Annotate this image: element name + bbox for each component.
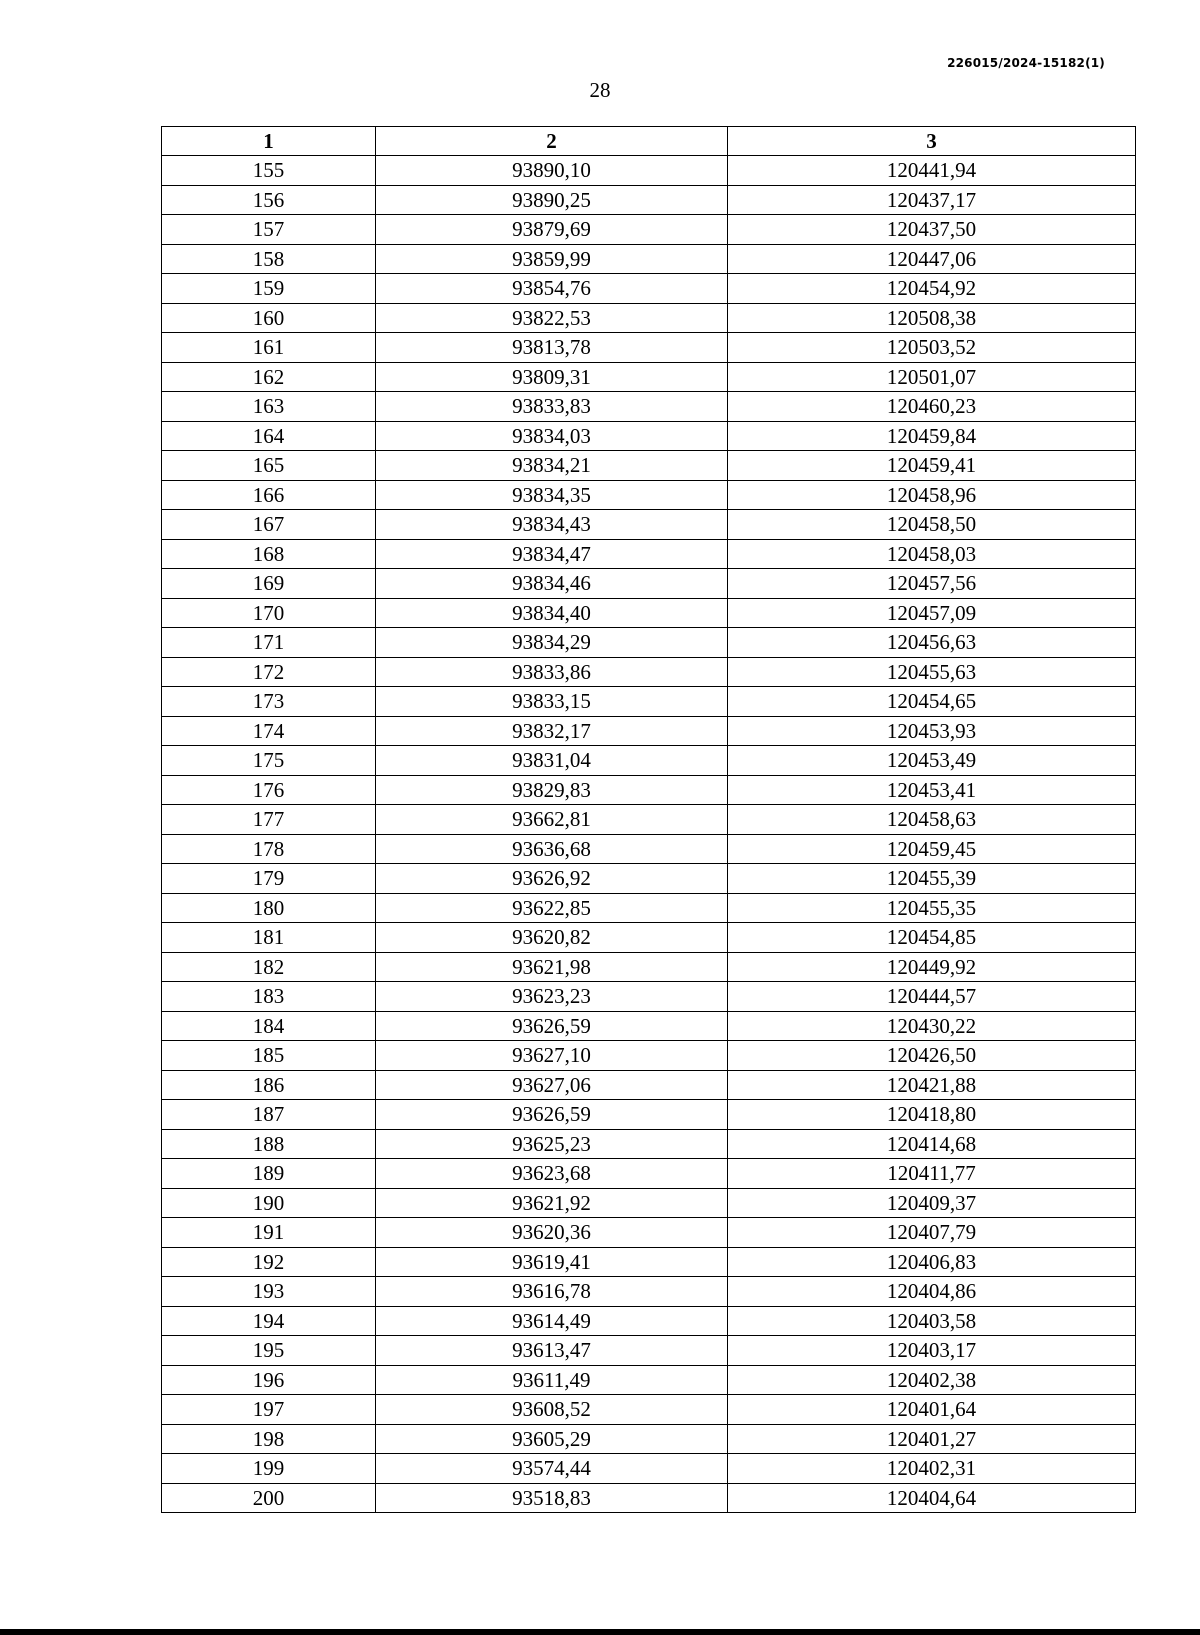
point-number-cell: 164 bbox=[162, 421, 376, 451]
table-row bbox=[162, 1129, 1136, 1159]
y-coordinate-cell: 120418,80 bbox=[728, 1100, 1136, 1130]
point-number-cell: 193 bbox=[162, 1277, 376, 1307]
table-row bbox=[162, 716, 1136, 746]
x-coordinate-cell: 93626,59 bbox=[376, 1011, 728, 1041]
x-coordinate-cell: 93627,06 bbox=[376, 1070, 728, 1100]
point-number-cell: 183 bbox=[162, 982, 376, 1012]
x-coordinate-cell: 93890,25 bbox=[376, 185, 728, 215]
y-coordinate-cell: 120444,57 bbox=[728, 982, 1136, 1012]
point-number-cell: 170 bbox=[162, 598, 376, 628]
table-row bbox=[162, 333, 1136, 363]
point-number-cell: 172 bbox=[162, 657, 376, 687]
y-coordinate-cell: 120458,63 bbox=[728, 805, 1136, 835]
table-row bbox=[162, 952, 1136, 982]
table-row bbox=[162, 156, 1136, 186]
x-coordinate-cell: 93833,15 bbox=[376, 687, 728, 717]
point-number-cell: 156 bbox=[162, 185, 376, 215]
point-number-cell: 165 bbox=[162, 451, 376, 481]
point-number-cell: 200 bbox=[162, 1483, 376, 1513]
x-coordinate-cell: 93662,81 bbox=[376, 805, 728, 835]
x-coordinate-cell: 93834,29 bbox=[376, 628, 728, 658]
point-number-cell: 175 bbox=[162, 746, 376, 776]
y-coordinate-cell: 120458,03 bbox=[728, 539, 1136, 569]
point-number-cell: 177 bbox=[162, 805, 376, 835]
y-coordinate-cell: 120460,23 bbox=[728, 392, 1136, 422]
table-row bbox=[162, 1070, 1136, 1100]
y-coordinate-cell: 120508,38 bbox=[728, 303, 1136, 333]
point-number-cell: 167 bbox=[162, 510, 376, 540]
y-coordinate-cell: 120407,79 bbox=[728, 1218, 1136, 1248]
table-row bbox=[162, 1365, 1136, 1395]
y-coordinate-cell: 120453,49 bbox=[728, 746, 1136, 776]
x-coordinate-cell: 93619,41 bbox=[376, 1247, 728, 1277]
x-coordinate-cell: 93854,76 bbox=[376, 274, 728, 304]
point-number-cell: 162 bbox=[162, 362, 376, 392]
x-coordinate-cell: 93833,83 bbox=[376, 392, 728, 422]
y-coordinate-cell: 120447,06 bbox=[728, 244, 1136, 274]
x-coordinate-cell: 93626,59 bbox=[376, 1100, 728, 1130]
x-coordinate-cell: 93608,52 bbox=[376, 1395, 728, 1425]
point-number-cell: 166 bbox=[162, 480, 376, 510]
column-header-3: 3 bbox=[728, 127, 1136, 156]
x-coordinate-cell: 93813,78 bbox=[376, 333, 728, 363]
x-coordinate-cell: 93829,83 bbox=[376, 775, 728, 805]
column-header-1: 1 bbox=[162, 127, 376, 156]
x-coordinate-cell: 93623,68 bbox=[376, 1159, 728, 1189]
y-coordinate-cell: 120457,56 bbox=[728, 569, 1136, 599]
point-number-cell: 188 bbox=[162, 1129, 376, 1159]
y-coordinate-cell: 120411,77 bbox=[728, 1159, 1136, 1189]
table-row bbox=[162, 1454, 1136, 1484]
table-row bbox=[162, 451, 1136, 481]
table-row bbox=[162, 1218, 1136, 1248]
y-coordinate-cell: 120501,07 bbox=[728, 362, 1136, 392]
point-number-cell: 178 bbox=[162, 834, 376, 864]
y-coordinate-cell: 120453,93 bbox=[728, 716, 1136, 746]
y-coordinate-cell: 120403,17 bbox=[728, 1336, 1136, 1366]
y-coordinate-cell: 120441,94 bbox=[728, 156, 1136, 186]
table-row bbox=[162, 805, 1136, 835]
point-number-cell: 198 bbox=[162, 1424, 376, 1454]
x-coordinate-cell: 93822,53 bbox=[376, 303, 728, 333]
table-row bbox=[162, 1247, 1136, 1277]
point-number-cell: 171 bbox=[162, 628, 376, 658]
table-row bbox=[162, 775, 1136, 805]
table-row bbox=[162, 421, 1136, 451]
point-number-cell: 186 bbox=[162, 1070, 376, 1100]
y-coordinate-cell: 120402,31 bbox=[728, 1454, 1136, 1484]
y-coordinate-cell: 120426,50 bbox=[728, 1041, 1136, 1071]
table-row bbox=[162, 215, 1136, 245]
point-number-cell: 184 bbox=[162, 1011, 376, 1041]
y-coordinate-cell: 120455,35 bbox=[728, 893, 1136, 923]
y-coordinate-cell: 120454,92 bbox=[728, 274, 1136, 304]
point-number-cell: 191 bbox=[162, 1218, 376, 1248]
point-number-cell: 179 bbox=[162, 864, 376, 894]
point-number-cell: 163 bbox=[162, 392, 376, 422]
table-row bbox=[162, 362, 1136, 392]
y-coordinate-cell: 120404,86 bbox=[728, 1277, 1136, 1307]
point-number-cell: 157 bbox=[162, 215, 376, 245]
table-row bbox=[162, 510, 1136, 540]
x-coordinate-cell: 93620,36 bbox=[376, 1218, 728, 1248]
table-row bbox=[162, 834, 1136, 864]
table-row bbox=[162, 1011, 1136, 1041]
y-coordinate-cell: 120414,68 bbox=[728, 1129, 1136, 1159]
point-number-cell: 160 bbox=[162, 303, 376, 333]
point-number-cell: 168 bbox=[162, 539, 376, 569]
y-coordinate-cell: 120409,37 bbox=[728, 1188, 1136, 1218]
point-number-cell: 189 bbox=[162, 1159, 376, 1189]
point-number-cell: 161 bbox=[162, 333, 376, 363]
x-coordinate-cell: 93622,85 bbox=[376, 893, 728, 923]
table-row bbox=[162, 1159, 1136, 1189]
x-coordinate-cell: 93636,68 bbox=[376, 834, 728, 864]
x-coordinate-cell: 93859,99 bbox=[376, 244, 728, 274]
x-coordinate-cell: 93834,21 bbox=[376, 451, 728, 481]
y-coordinate-cell: 120459,41 bbox=[728, 451, 1136, 481]
table-row bbox=[162, 864, 1136, 894]
x-coordinate-cell: 93621,92 bbox=[376, 1188, 728, 1218]
table-row bbox=[162, 392, 1136, 422]
x-coordinate-cell: 93832,17 bbox=[376, 716, 728, 746]
table-row bbox=[162, 539, 1136, 569]
x-coordinate-cell: 93626,92 bbox=[376, 864, 728, 894]
x-coordinate-cell: 93834,43 bbox=[376, 510, 728, 540]
table-row bbox=[162, 1336, 1136, 1366]
table-row bbox=[162, 746, 1136, 776]
y-coordinate-cell: 120404,64 bbox=[728, 1483, 1136, 1513]
table-row bbox=[162, 893, 1136, 923]
x-coordinate-cell: 93834,46 bbox=[376, 569, 728, 599]
y-coordinate-cell: 120454,65 bbox=[728, 687, 1136, 717]
x-coordinate-cell: 93518,83 bbox=[376, 1483, 728, 1513]
y-coordinate-cell: 120430,22 bbox=[728, 1011, 1136, 1041]
x-coordinate-cell: 93616,78 bbox=[376, 1277, 728, 1307]
x-coordinate-cell: 93621,98 bbox=[376, 952, 728, 982]
x-coordinate-cell: 93611,49 bbox=[376, 1365, 728, 1395]
x-coordinate-cell: 93574,44 bbox=[376, 1454, 728, 1484]
table-row bbox=[162, 687, 1136, 717]
point-number-cell: 196 bbox=[162, 1365, 376, 1395]
x-coordinate-cell: 93879,69 bbox=[376, 215, 728, 245]
y-coordinate-cell: 120401,64 bbox=[728, 1395, 1136, 1425]
table-row bbox=[162, 1395, 1136, 1425]
table-row bbox=[162, 480, 1136, 510]
x-coordinate-cell: 93623,23 bbox=[376, 982, 728, 1012]
x-coordinate-cell: 93620,82 bbox=[376, 923, 728, 953]
point-number-cell: 195 bbox=[162, 1336, 376, 1366]
y-coordinate-cell: 120401,27 bbox=[728, 1424, 1136, 1454]
table-row bbox=[162, 569, 1136, 599]
x-coordinate-cell: 93625,23 bbox=[376, 1129, 728, 1159]
table-row bbox=[162, 1277, 1136, 1307]
document-id: 226015/2024-15182(1) bbox=[947, 56, 1105, 70]
table-body bbox=[162, 156, 1136, 1513]
point-number-cell: 174 bbox=[162, 716, 376, 746]
y-coordinate-cell: 120455,39 bbox=[728, 864, 1136, 894]
table-header-row bbox=[162, 127, 1136, 156]
coordinates-table bbox=[161, 126, 1136, 1513]
point-number-cell: 185 bbox=[162, 1041, 376, 1071]
point-number-cell: 192 bbox=[162, 1247, 376, 1277]
point-number-cell: 155 bbox=[162, 156, 376, 186]
x-coordinate-cell: 93605,29 bbox=[376, 1424, 728, 1454]
y-coordinate-cell: 120454,85 bbox=[728, 923, 1136, 953]
table-row bbox=[162, 274, 1136, 304]
table-row bbox=[162, 244, 1136, 274]
x-coordinate-cell: 93834,40 bbox=[376, 598, 728, 628]
point-number-cell: 180 bbox=[162, 893, 376, 923]
x-coordinate-cell: 93627,10 bbox=[376, 1041, 728, 1071]
x-coordinate-cell: 93613,47 bbox=[376, 1336, 728, 1366]
x-coordinate-cell: 93809,31 bbox=[376, 362, 728, 392]
y-coordinate-cell: 120421,88 bbox=[728, 1070, 1136, 1100]
point-number-cell: 182 bbox=[162, 952, 376, 982]
point-number-cell: 159 bbox=[162, 274, 376, 304]
column-header-2: 2 bbox=[376, 127, 728, 156]
table-row bbox=[162, 1041, 1136, 1071]
x-coordinate-cell: 93834,03 bbox=[376, 421, 728, 451]
point-number-cell: 199 bbox=[162, 1454, 376, 1484]
y-coordinate-cell: 120457,09 bbox=[728, 598, 1136, 628]
table-row bbox=[162, 185, 1136, 215]
y-coordinate-cell: 120402,38 bbox=[728, 1365, 1136, 1395]
point-number-cell: 176 bbox=[162, 775, 376, 805]
y-coordinate-cell: 120453,41 bbox=[728, 775, 1136, 805]
page-number: 28 bbox=[589, 78, 611, 102]
table-row bbox=[162, 303, 1136, 333]
x-coordinate-cell: 93834,35 bbox=[376, 480, 728, 510]
table-row bbox=[162, 1188, 1136, 1218]
y-coordinate-cell: 120406,83 bbox=[728, 1247, 1136, 1277]
x-coordinate-cell: 93831,04 bbox=[376, 746, 728, 776]
table-row bbox=[162, 598, 1136, 628]
point-number-cell: 197 bbox=[162, 1395, 376, 1425]
table-row bbox=[162, 982, 1136, 1012]
table-row bbox=[162, 1483, 1136, 1513]
x-coordinate-cell: 93834,47 bbox=[376, 539, 728, 569]
point-number-cell: 158 bbox=[162, 244, 376, 274]
y-coordinate-cell: 120437,17 bbox=[728, 185, 1136, 215]
bottom-edge-rule bbox=[0, 1629, 1200, 1635]
table-row bbox=[162, 657, 1136, 687]
y-coordinate-cell: 120403,58 bbox=[728, 1306, 1136, 1336]
table-row bbox=[162, 1424, 1136, 1454]
point-number-cell: 181 bbox=[162, 923, 376, 953]
table-row bbox=[162, 923, 1136, 953]
y-coordinate-cell: 120503,52 bbox=[728, 333, 1136, 363]
y-coordinate-cell: 120455,63 bbox=[728, 657, 1136, 687]
x-coordinate-cell: 93614,49 bbox=[376, 1306, 728, 1336]
x-coordinate-cell: 93833,86 bbox=[376, 657, 728, 687]
y-coordinate-cell: 120458,50 bbox=[728, 510, 1136, 540]
point-number-cell: 169 bbox=[162, 569, 376, 599]
point-number-cell: 190 bbox=[162, 1188, 376, 1218]
y-coordinate-cell: 120456,63 bbox=[728, 628, 1136, 658]
y-coordinate-cell: 120449,92 bbox=[728, 952, 1136, 982]
y-coordinate-cell: 120459,84 bbox=[728, 421, 1136, 451]
table-row bbox=[162, 628, 1136, 658]
table-row bbox=[162, 1306, 1136, 1336]
point-number-cell: 187 bbox=[162, 1100, 376, 1130]
y-coordinate-cell: 120459,45 bbox=[728, 834, 1136, 864]
point-number-cell: 194 bbox=[162, 1306, 376, 1336]
point-number-cell: 173 bbox=[162, 687, 376, 717]
y-coordinate-cell: 120437,50 bbox=[728, 215, 1136, 245]
y-coordinate-cell: 120458,96 bbox=[728, 480, 1136, 510]
x-coordinate-cell: 93890,10 bbox=[376, 156, 728, 186]
table-row bbox=[162, 1100, 1136, 1130]
